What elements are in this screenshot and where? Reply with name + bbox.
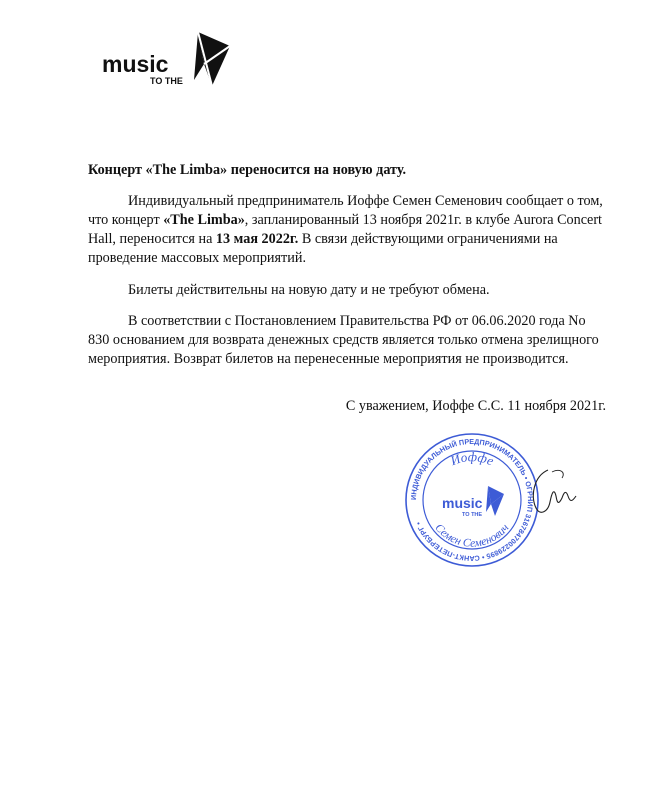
- music-to-the-logo: [100, 28, 232, 88]
- stamp-name-top: Иоффе: [448, 449, 496, 469]
- stamp-ring-text: ИНДИВИДУАЛЬНЫЙ ПРЕДПРИНИМАТЕЛЬ • ОГРНИП 316784700229895 • САНКТ-ПЕТЕРБУРГ •: [408, 436, 536, 564]
- stamp-arrow-icon: [486, 486, 504, 516]
- tickets-paragraph: Билеты действительны на новую дату и не требуют обмена.: [128, 282, 490, 298]
- svg-text:Семен Семенович: [432, 522, 511, 550]
- handwritten-signature: [526, 462, 586, 522]
- stamp-name-bottom: Семен Семенович: [432, 521, 512, 550]
- announcement-heading: Концерт «The Limba» переносится на новую дату.: [88, 162, 407, 178]
- company-stamp: [404, 432, 540, 568]
- announcement-paragraph-1: Индивидуальный предприниматель Иоффе Семен Семенович сообщает о том, что концерт «The Limba», запланированный 13 ноября 2021г. в клубе Aurora Concert Hall, переносится на 13 мая 2022г. В связи действующими ограничениями на проведение массовых мероприятий.: [88, 193, 603, 266]
- svg-text:music: music: [442, 495, 483, 511]
- new-date: 13 мая 2022г.: [215, 231, 299, 247]
- svg-text:Иоффе: [447, 449, 496, 468]
- logo-arrow-icon: [194, 32, 230, 86]
- band-name: «The Limba»: [163, 212, 245, 228]
- logo-text-music: music: [102, 51, 169, 77]
- refund-paragraph: В соответствии с Постановлением Правительства РФ от 06.06.2020 года No 830 основанием для возврата денежных средств является только отмена зрелищного мероприятия. Возврат билетов на перенесенные мероприятия не производится.: [88, 313, 599, 367]
- stamp-logo: [442, 486, 504, 518]
- svg-text:TO THE: TO THE: [462, 512, 483, 518]
- logo-text-to-the: TO THE: [150, 76, 183, 86]
- signature-line: С уважением, Иоффе С.С. 11 ноября 2021г.: [345, 398, 606, 414]
